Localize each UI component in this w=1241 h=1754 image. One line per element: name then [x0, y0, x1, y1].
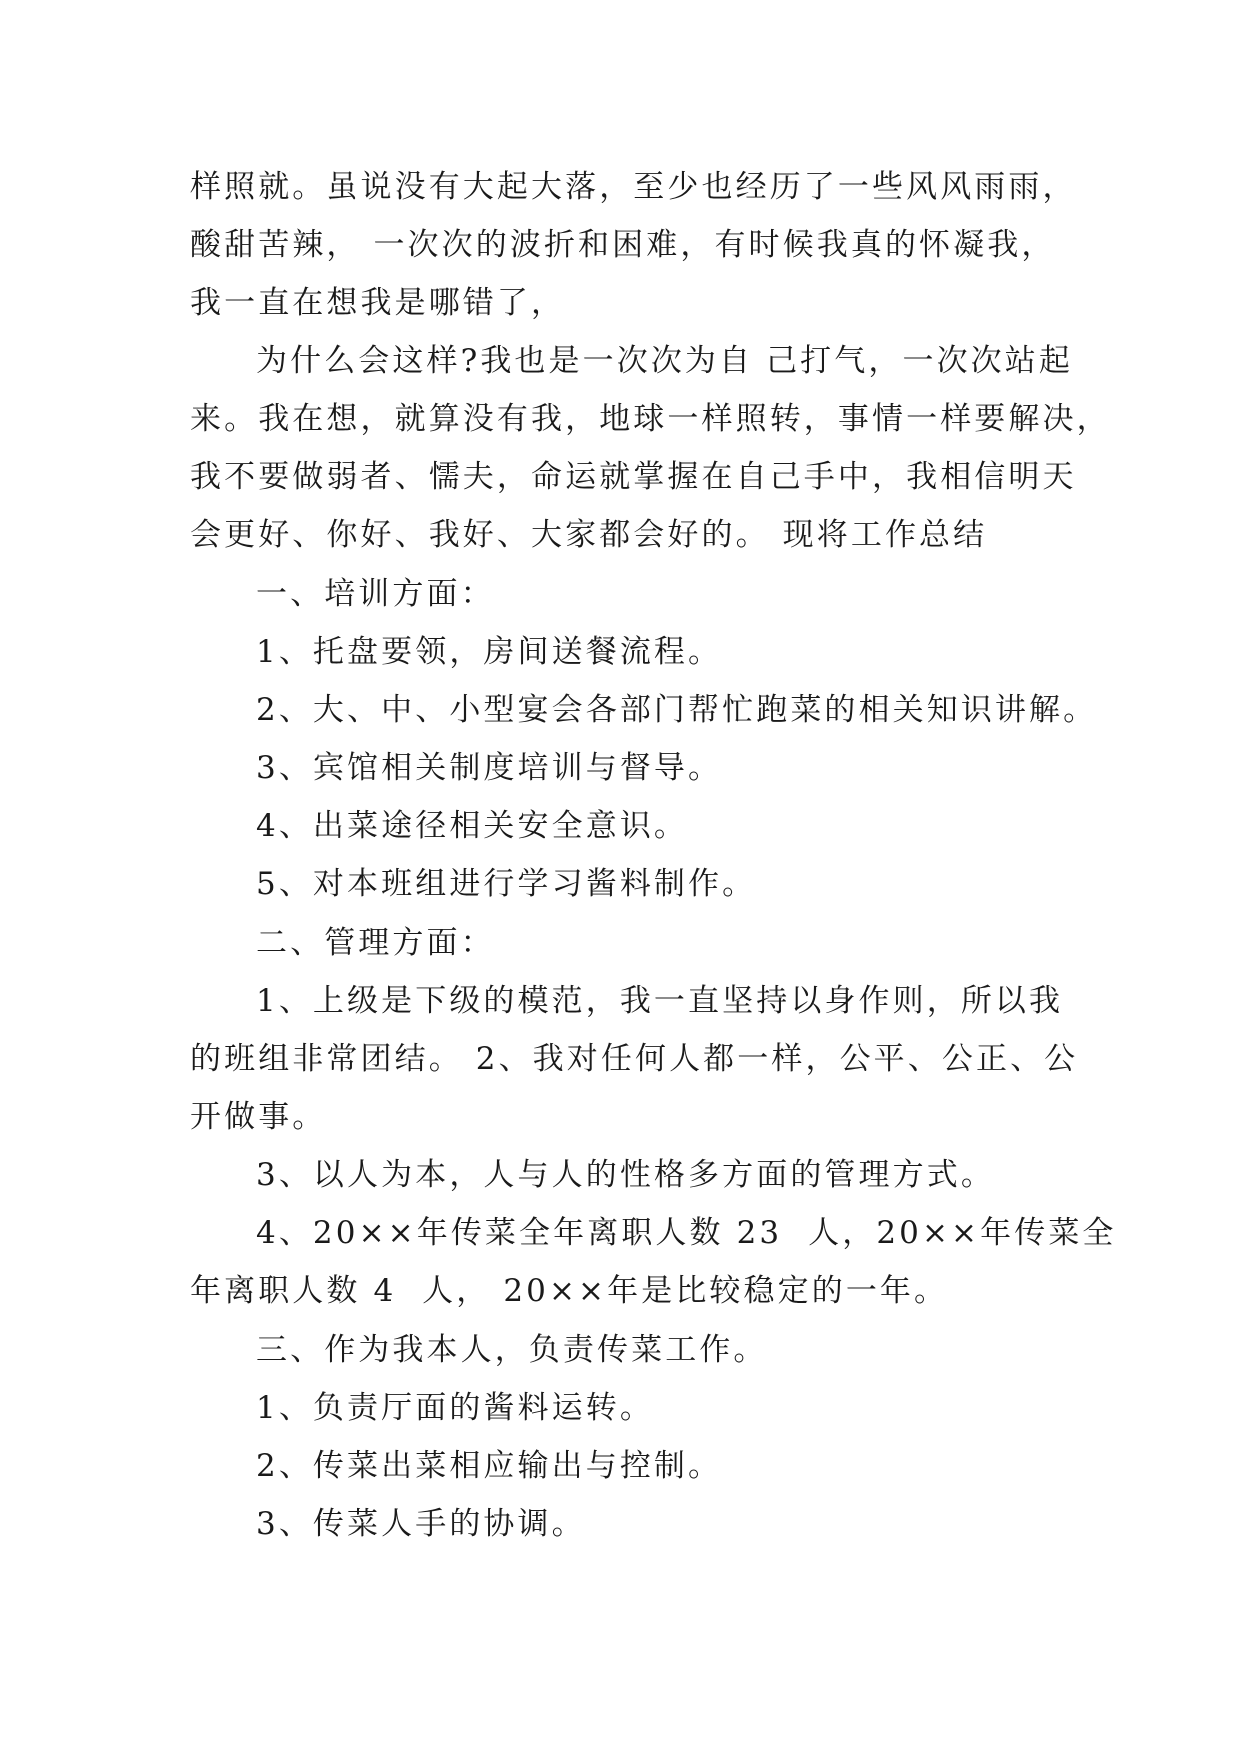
list-item: 1、负责厅面的酱料运转。 — [256, 1390, 654, 1426]
list-item: 3、宾馆相关制度培训与督导。 — [256, 750, 723, 786]
text-line: 我不要做弱者、懦夫，命运就掌握在自己手中，我相信明天 — [190, 459, 1077, 495]
text-line: 开做事。 — [190, 1099, 327, 1135]
list-item: 2、大、中、小型宴会各部门帮忙跑菜的相关知识讲解。 — [256, 692, 1098, 728]
text-line: 我一直在想我是哪错了， — [190, 285, 566, 321]
list-item: 3、传菜人手的协调。 — [256, 1506, 586, 1542]
text-line: 的班组非常团结。 2、我对任何人都一样，公平、公正、公 — [190, 1041, 1079, 1077]
section-heading: 三、作为我本人，负责传菜工作。 — [256, 1332, 768, 1368]
list-item: 1、托盘要领，房间送餐流程。 — [256, 634, 723, 670]
list-item: 4、出菜途径相关安全意识。 — [256, 808, 689, 844]
list-item: 4、20××年传菜全年离职人数 23 人，20××年传菜全 — [256, 1215, 1117, 1251]
list-item: 5、对本班组进行学习酱料制作。 — [256, 866, 757, 902]
list-item: 3、以人为本，人与人的性格多方面的管理方式。 — [256, 1157, 995, 1193]
section-heading: 二、管理方面： — [256, 925, 495, 961]
list-item: 2、传菜出菜相应输出与控制。 — [256, 1448, 723, 1484]
text-line: 年离职人数 4 人， 20××年是比较稳定的一年。 — [190, 1273, 949, 1309]
text-line: 为什么会这样?我也是一次次为自 己打气，一次次站起 — [256, 343, 1073, 379]
text-line: 会更好、你好、我好、大家都会好的。 现将工作总结 — [190, 517, 988, 553]
text-line: 样照就。虽说没有大起大落，至少也经历了一些风风雨雨， — [190, 169, 1077, 205]
text-line: 来。我在想，就算没有我，地球一样照转，事情一样要解决， — [190, 401, 1111, 437]
text-line: 酸甜苦辣， 一次次的波折和困难，有时候我真的怀凝我， — [190, 227, 1056, 263]
list-item: 1、上级是下级的模范，我一直坚持以身作则，所以我 — [256, 983, 1064, 1019]
section-heading: 一、培训方面： — [256, 576, 495, 612]
